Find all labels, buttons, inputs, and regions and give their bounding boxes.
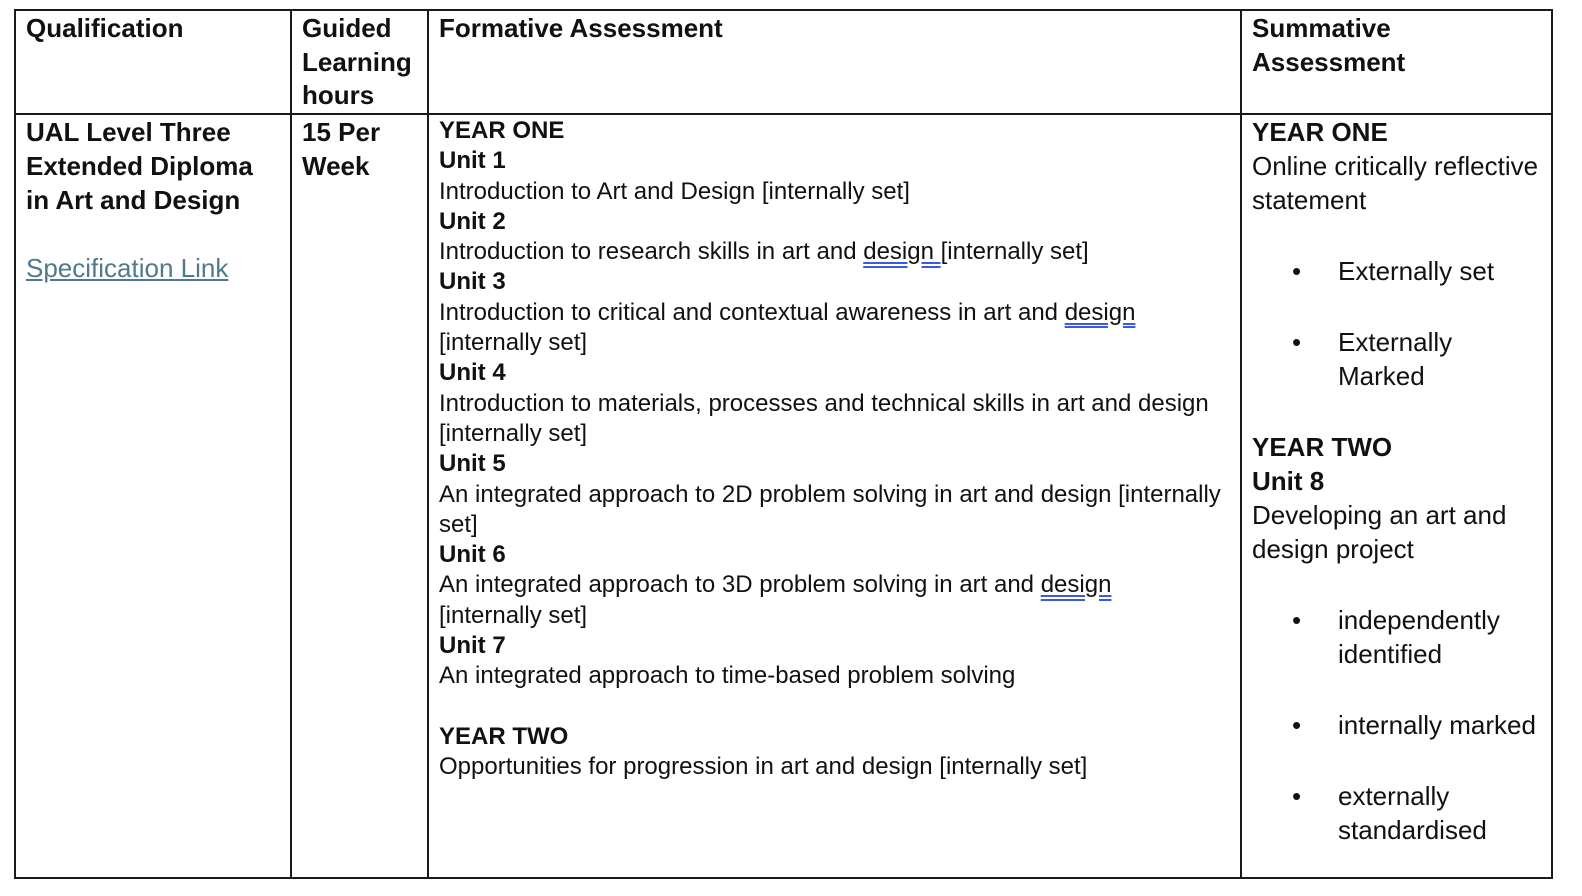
list-item: • externally standardised bbox=[1292, 781, 1487, 845]
header-summative-assessment: Summative Assessment bbox=[1241, 10, 1552, 114]
summative-year-one-list bbox=[1252, 254, 1541, 393]
formative-year-two: YEAR TWO bbox=[439, 722, 569, 750]
unit-4-text: Introduction to materials, processes and technical skills in art and design [internally set] bbox=[439, 389, 1209, 447]
unit-6-label: Unit 6 bbox=[439, 541, 506, 569]
glh-value: 15 Per Week bbox=[302, 117, 381, 181]
summative-cell bbox=[1241, 114, 1552, 878]
unit-2-label: Unit 2 bbox=[439, 207, 506, 235]
formative-cell bbox=[428, 114, 1241, 878]
summative-unit-8-text: Developing an art and design project bbox=[1252, 500, 1507, 564]
header-row bbox=[15, 10, 1552, 114]
header-qualification: Qualification bbox=[15, 10, 291, 114]
unit-6-text-a: An integrated approach to 3D problem solving in art and bbox=[439, 571, 1041, 599]
bullet-icon: • bbox=[1292, 781, 1302, 811]
unit-6-grammar-flag[interactable]: design bbox=[1040, 571, 1112, 599]
bullet-icon: • bbox=[1292, 710, 1302, 740]
unit-3-text-a: Introduction to critical and contextual awareness in art and bbox=[439, 298, 1065, 326]
unit-7-text: An integrated approach to time-based problem solving bbox=[439, 662, 1016, 690]
formative-year-one: YEAR ONE bbox=[439, 117, 565, 144]
specification-link[interactable]: Specification Link bbox=[26, 253, 229, 283]
glh-cell bbox=[291, 114, 428, 878]
unit-1-label: Unit 1 bbox=[439, 147, 506, 175]
summative-year-one-text: Online critically reflective statement bbox=[1252, 151, 1539, 215]
header-formative-assessment: Formative Assessment bbox=[428, 10, 1241, 114]
unit-2-text-b: [internally set] bbox=[940, 238, 1089, 266]
list-item: • Externally set bbox=[1292, 256, 1495, 286]
unit-3-text-b: [internally set] bbox=[439, 329, 588, 357]
formative-year-two-text: Opportunities for progression in art and design [internally set] bbox=[439, 752, 1088, 780]
summative-unit-8-label: Unit 8 bbox=[1252, 466, 1325, 496]
unit-3-label: Unit 3 bbox=[439, 268, 506, 296]
bullet-icon: • bbox=[1292, 256, 1302, 286]
assessment-table bbox=[14, 9, 1553, 879]
summative-year-two-list bbox=[1252, 603, 1541, 847]
unit-6-text-b: [internally set] bbox=[439, 601, 588, 629]
qualification-name: UAL Level Three Extended Diploma in Art and Design bbox=[26, 117, 253, 215]
unit-6-text bbox=[439, 570, 1230, 631]
qualification-cell bbox=[15, 114, 291, 878]
unit-5-text: An integrated approach to 2D problem solving in art and design [internally set] bbox=[439, 480, 1221, 538]
unit-3-grammar-flag[interactable]: design bbox=[1064, 298, 1136, 326]
unit-2-text-a: Introduction to research skills in art and bbox=[439, 238, 864, 266]
list-item: • independently identified bbox=[1292, 605, 1500, 669]
unit-2-grammar-flag[interactable]: design bbox=[863, 238, 941, 266]
header-guided-learning-hours: Guided Learning hours bbox=[291, 10, 428, 114]
unit-2-text bbox=[439, 237, 1230, 267]
summative-year-two: YEAR TWO bbox=[1252, 432, 1393, 462]
unit-4-label: Unit 4 bbox=[439, 359, 506, 387]
list-item: • internally marked bbox=[1292, 710, 1536, 740]
bullet-icon: • bbox=[1292, 605, 1302, 635]
unit-5-label: Unit 5 bbox=[439, 450, 506, 478]
unit-1-text: Introduction to Art and Design [internally set] bbox=[439, 177, 910, 205]
content-row bbox=[15, 114, 1552, 878]
summative-year-one: YEAR ONE bbox=[1252, 117, 1388, 147]
unit-3-text bbox=[439, 298, 1230, 359]
unit-7-label: Unit 7 bbox=[439, 632, 506, 660]
bullet-icon: • bbox=[1292, 327, 1302, 357]
list-item: • Externally Marked bbox=[1292, 327, 1453, 391]
